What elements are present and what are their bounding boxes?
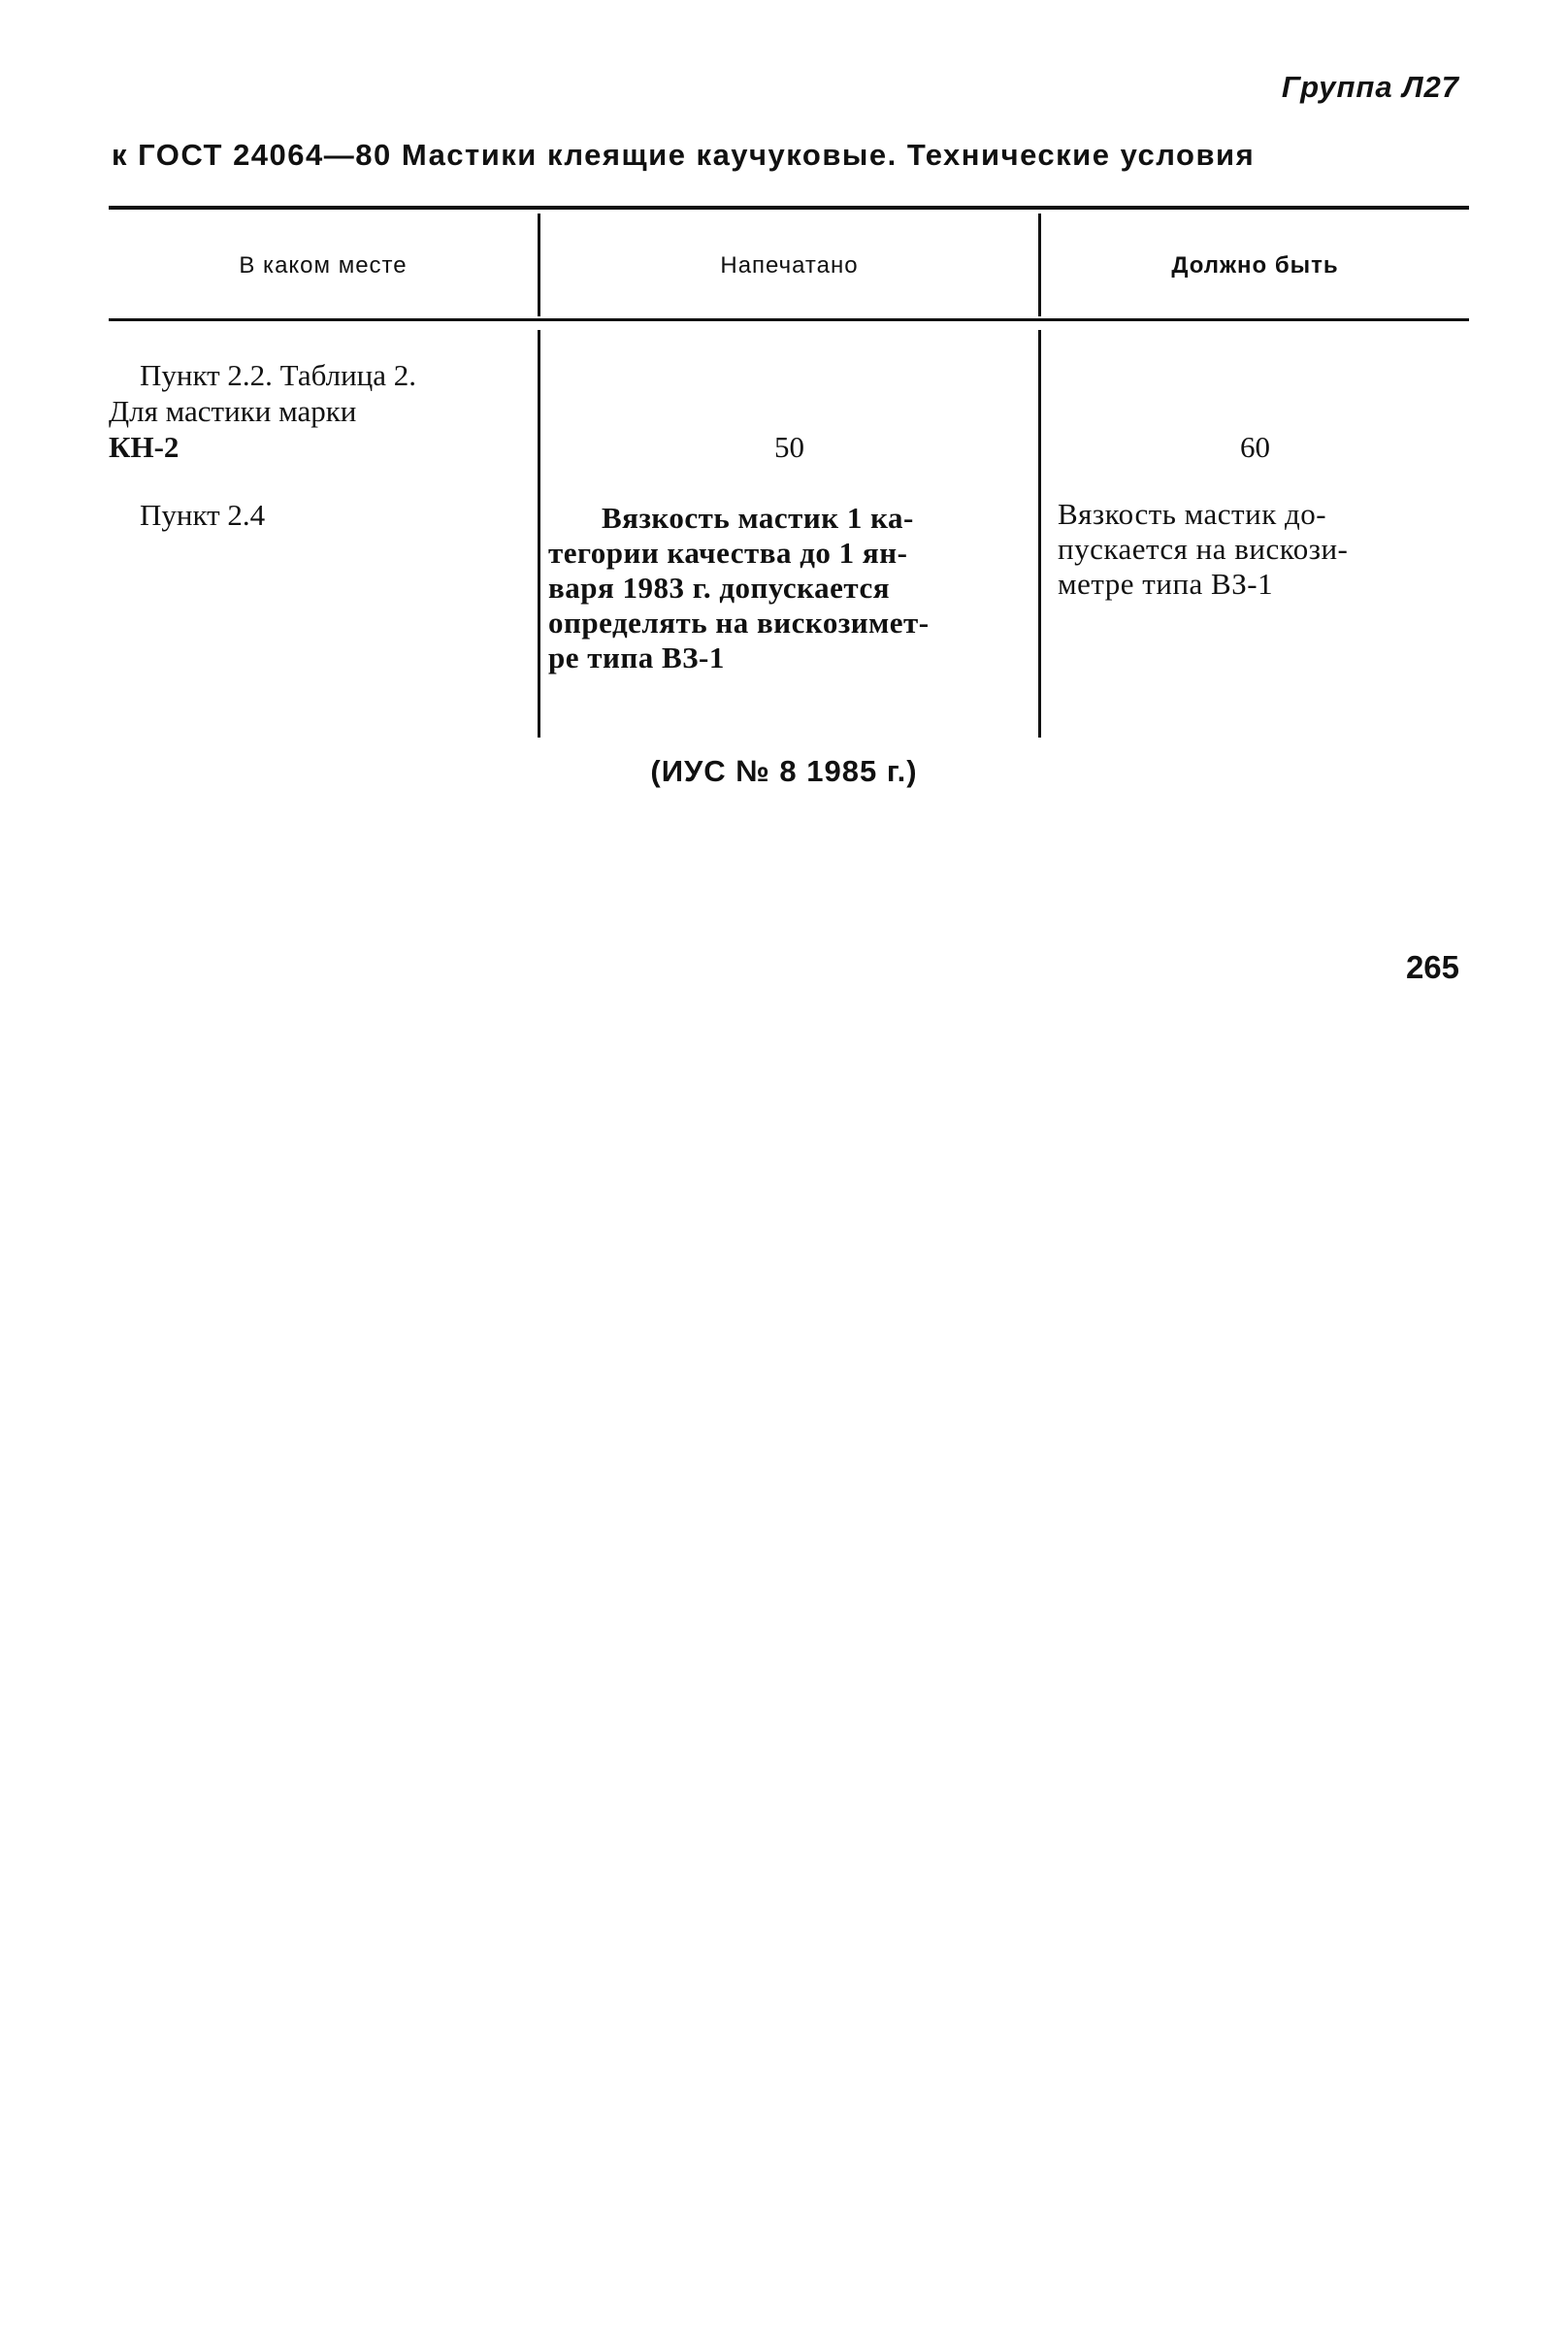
row2-should-be-line: метре типа ВЗ-1 bbox=[1058, 567, 1274, 601]
column-divider bbox=[1038, 330, 1041, 738]
row1-printed-cell: 50 bbox=[774, 430, 804, 464]
table-top-rule bbox=[109, 206, 1469, 210]
row1-place-line: Пункт 2.2. Таблица 2. bbox=[140, 358, 417, 392]
row2-printed-line: ре типа ВЗ-1 bbox=[548, 641, 725, 674]
row2-should-be-line: Вязкость мастик до- bbox=[1058, 497, 1327, 531]
row1-should-be-cell: 60 bbox=[1240, 430, 1270, 464]
row1-place-line: КН-2 bbox=[109, 430, 180, 464]
source-reference: (ИУС № 8 1985 г.) bbox=[650, 754, 918, 788]
document-title: к ГОСТ 24064—80 Мастики клеящие каучуковые. Технические условия bbox=[112, 138, 1256, 172]
row1-place-cell bbox=[109, 357, 526, 465]
row2-place-cell: Пункт 2.4 bbox=[140, 498, 266, 532]
column-divider bbox=[538, 330, 540, 738]
row2-printed-cell bbox=[548, 501, 1014, 675]
column-header-printed: Напечатано bbox=[720, 252, 859, 279]
column-header-should-be: Должно быть bbox=[1171, 252, 1339, 279]
row2-printed-line: определять на вискозимет- bbox=[548, 606, 930, 640]
corrections-table bbox=[109, 206, 1469, 738]
row2-printed-line: варя 1983 г. допускается bbox=[548, 571, 890, 605]
row2-should-be-line: пускается на вискози- bbox=[1058, 532, 1349, 566]
page-number: 265 bbox=[1405, 949, 1459, 985]
row2-should-be-cell bbox=[1058, 497, 1465, 602]
column-header-place: В каком месте bbox=[239, 252, 408, 279]
row1-place-line: Для мастики марки bbox=[109, 394, 357, 428]
row2-printed-line: тегории качества до 1 ян- bbox=[548, 536, 908, 570]
group-label: Группа Л27 bbox=[1281, 70, 1459, 104]
table-header-rule bbox=[109, 318, 1469, 321]
row2-printed-line: Вязкость мастик 1 ка- bbox=[602, 501, 914, 535]
